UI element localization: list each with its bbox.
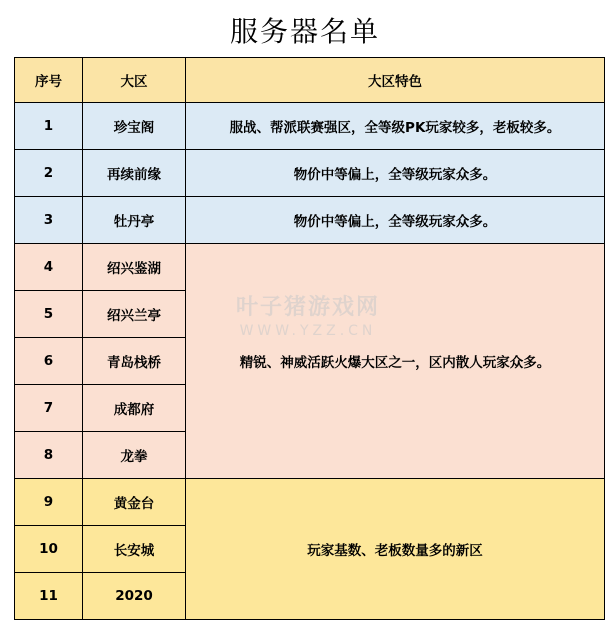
table-row bbox=[15, 197, 605, 244]
row-region: 长安城 bbox=[83, 526, 186, 573]
watermark-logo-text: 叶子猪游戏网 bbox=[235, 295, 380, 320]
table-row bbox=[15, 244, 605, 291]
row-region: 牡丹亭 bbox=[83, 197, 186, 244]
row-region: 珍宝阁 bbox=[83, 103, 186, 150]
row-feature: 物价中等偏上，全等级玩家众多。 bbox=[186, 150, 605, 197]
page-title: 服务器名单 bbox=[229, 15, 380, 48]
table-row bbox=[15, 103, 605, 150]
row-region: 成都府 bbox=[83, 385, 186, 432]
row-num: 4 bbox=[15, 244, 83, 291]
row-region: 青岛栈桥 bbox=[83, 338, 186, 385]
row-region: 黄金台 bbox=[83, 479, 186, 526]
server-table bbox=[14, 57, 605, 620]
row-num: 9 bbox=[15, 479, 83, 526]
row-region: 龙拳 bbox=[83, 432, 186, 479]
group-feature-gold: 玩家基数、老板数量多的新区 bbox=[186, 479, 605, 620]
header-region: 大区 bbox=[83, 58, 186, 103]
row-feature: 物价中等偏上，全等级玩家众多。 bbox=[186, 197, 605, 244]
row-num: 10 bbox=[15, 526, 83, 573]
table-row bbox=[15, 479, 605, 526]
row-num: 2 bbox=[15, 150, 83, 197]
table-row bbox=[15, 150, 605, 197]
header-num: 序号 bbox=[15, 58, 83, 103]
row-region: 绍兴鉴湖 bbox=[83, 244, 186, 291]
table-header-row bbox=[15, 58, 605, 103]
row-num: 5 bbox=[15, 291, 83, 338]
row-region: 2020 bbox=[83, 573, 186, 620]
header-feature: 大区特色 bbox=[186, 58, 605, 103]
row-num: 7 bbox=[15, 385, 83, 432]
row-num: 8 bbox=[15, 432, 83, 479]
row-num: 6 bbox=[15, 338, 83, 385]
group-feature-pink: 精锐、神威活跃火爆大区之一，区内散人玩家众多。 bbox=[186, 244, 605, 479]
row-region: 绍兴兰亭 bbox=[83, 291, 186, 338]
row-feature: 服战、帮派联赛强区，全等级PK玩家较多，老板较多。 bbox=[186, 103, 605, 150]
row-region: 再续前缘 bbox=[83, 150, 186, 197]
row-num: 11 bbox=[15, 573, 83, 620]
row-num: 1 bbox=[15, 103, 83, 150]
watermark-url: WWW.YZZ.CN bbox=[239, 323, 377, 339]
row-num: 3 bbox=[15, 197, 83, 244]
